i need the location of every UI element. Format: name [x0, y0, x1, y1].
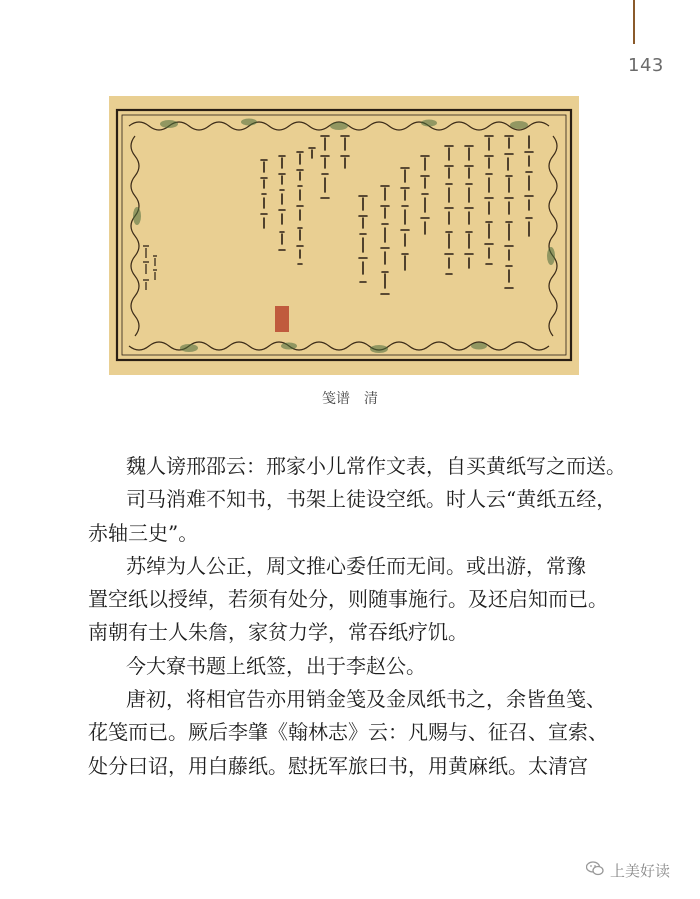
paragraph-block [0, 450, 700, 783]
text-line: 置空纸以授绰，若须有处分，则随事施行。及还启知而已。 [88, 587, 608, 612]
seal-stamp [275, 306, 289, 332]
text-line: 南朝有士人朱詹，家贫力学，常吞纸疗饥。 [88, 620, 468, 645]
page-number: 143 [628, 55, 664, 76]
text-line: 唐初，将相官告亦用销金笺及金凤纸书之，余皆鱼笺、 [126, 687, 606, 712]
text-line: 处分曰诏，用白藤纸。慰抚军旅曰书，用黄麻纸。太清宫 [88, 753, 588, 778]
letter-paper-image [109, 96, 579, 375]
footer-label: 上美好读 [610, 862, 671, 880]
text-line: 苏绰为人公正，周文推心委任而无间。或出游，常豫 [126, 553, 586, 578]
wechat-icon [586, 861, 604, 880]
text-line: 司马消难不知书，书架上徒设空纸。时人云“黄纸五经， [126, 487, 617, 512]
text-line: 今大寮书题上纸签，出于李赵公。 [126, 653, 426, 678]
body-text [0, 450, 700, 783]
page-rule [633, 0, 635, 44]
text-line: 赤轴三史”。 [88, 520, 199, 545]
text-line: 花笺而已。厥后李肇《翰林志》云：凡赐与、征召、宣索、 [88, 720, 608, 745]
footer-watermark [586, 860, 670, 881]
figure-caption: 笺谱 清 [322, 391, 378, 407]
letter-paper-figure [109, 96, 579, 375]
text-line: 魏人谤邢邵云：邢家小儿常作文表，自买黄纸写之而送。 [126, 454, 626, 478]
